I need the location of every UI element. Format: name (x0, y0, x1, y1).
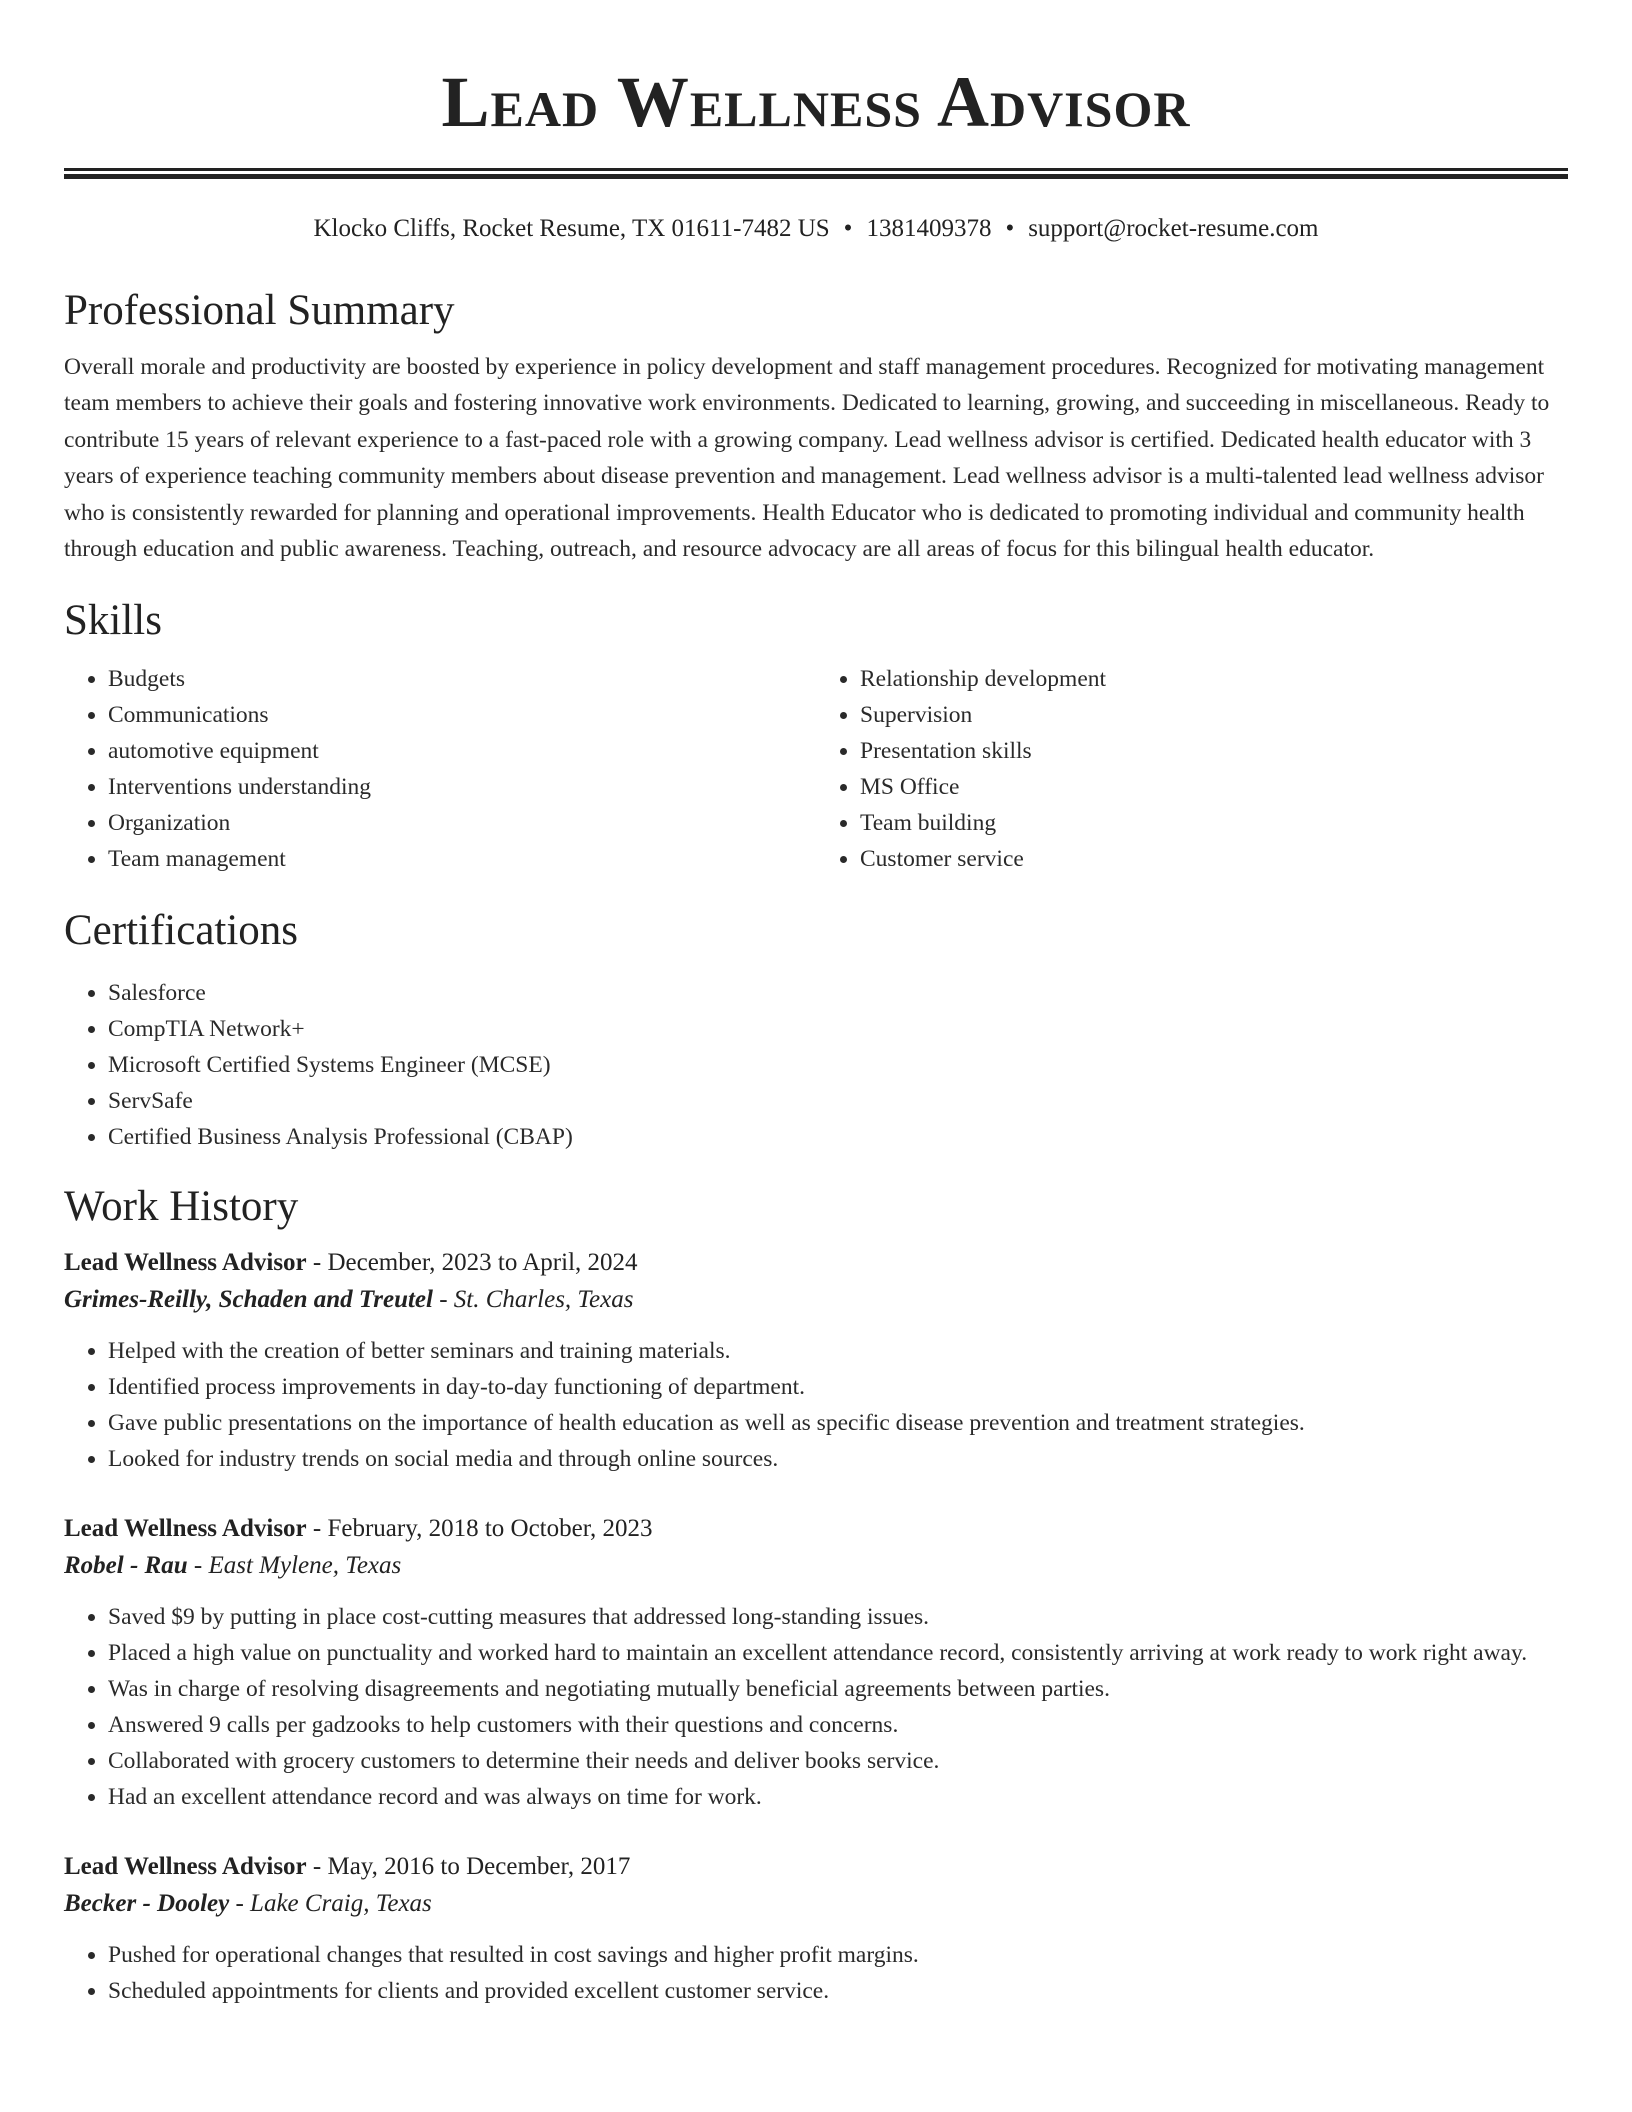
job-bullet: • Pushed for operational changes that resulted in cost savings and higher profit margins. (108, 1937, 1568, 1973)
job-bullet: • Was in charge of resolving disagreements and negotiating mutually beneficial agreements between parties. (108, 1671, 1568, 1707)
skills-heading: Skills (64, 597, 162, 645)
job-company: Becker - Dooley (64, 1890, 230, 1918)
skills-list-right (816, 661, 1568, 877)
skill-item: • MS Office (860, 769, 1568, 805)
certification-item: • ServSafe (108, 1083, 1568, 1119)
skills-list-left (64, 661, 816, 877)
certifications-heading: Certifications (64, 907, 299, 955)
certification-item: • CompTIA Network+ (108, 1011, 1568, 1047)
job-title-line (64, 1511, 1568, 1547)
certification-item: • Certified Business Analysis Professional (CBAP) (108, 1119, 1568, 1155)
job-title-line (64, 1245, 1568, 1281)
skill-item: • Organization (108, 805, 816, 841)
summary-section (64, 285, 1568, 567)
job-bullet: • Had an excellent attendance record and was always on time for work. (108, 1779, 1568, 1815)
job-company-line (64, 1281, 1568, 1319)
job-entry (64, 1849, 1568, 2009)
job-location: - Lake Craig, Texas (229, 1890, 432, 1918)
title-divider (64, 168, 1568, 179)
resume-title: Lead Wellness Advisor (441, 62, 1191, 142)
contact-phone: 1381409378 (866, 215, 992, 242)
job-location: - St. Charles, Texas (432, 1286, 634, 1314)
job-company-line (64, 1547, 1568, 1585)
job-bullet: • Gave public presentations on the importance of health education as well as specific disease prevention and treatment strategies. (108, 1405, 1568, 1441)
job-dates: - February, 2018 to October, 2023 (306, 1515, 653, 1543)
skill-item: • Relationship development (860, 661, 1568, 697)
job-title: Lead Wellness Advisor (64, 1515, 307, 1543)
work-history-heading: Work History (64, 1183, 299, 1231)
job-bullet: • Placed a high value on punctuality and worked hard to maintain an excellent attendance record, consistently arriving at work ready to work right away. (108, 1635, 1568, 1671)
job-bullet: • Collaborated with grocery customers to determine their needs and deliver books service. (108, 1743, 1568, 1779)
certifications-section (64, 905, 1568, 1155)
job-bullet-list (64, 1333, 1568, 1477)
skill-item: • Communications (108, 697, 816, 733)
skill-item: • Customer service (860, 841, 1568, 877)
job-bullet: • Helped with the creation of better seminars and training materials. (108, 1333, 1568, 1369)
summary-text: Overall morale and productivity are boosted by experience in policy development and staff management procedures. Recognized for motivating management team members to achieve their goals and fostering innovative work environments. Dedicated to learning, growing, and succeeding in miscellaneous. Ready to contribute 15 years of relevant experience to a fast-paced role with a growing company. Lead wellness advisor is certified. Dedicated health educator with 3 years of experience teaching community members about disease prevention and management. Lead wellness advisor is a multi-talented lead wellness advisor who is consistently rewarded for planning and operational improvements. Health Educator who is dedicated to promoting individual and community health through education and public awareness. Teaching, outreach, and resource advocacy are all areas of focus for this bilingual health educator. (64, 354, 1550, 563)
contact-email: support@rocket-resume.com (1028, 215, 1319, 242)
contact-line (64, 213, 1568, 245)
job-bullet: • Answered 9 calls per gadzooks to help customers with their questions and concerns. (108, 1707, 1568, 1743)
job-entry (64, 1511, 1568, 1815)
summary-heading: Professional Summary (64, 287, 455, 334)
contact-separator: • (1005, 215, 1015, 242)
certification-item: • Salesforce (108, 975, 1568, 1011)
skill-item: • automotive equipment (108, 733, 816, 769)
job-bullet-list (64, 1937, 1568, 2009)
contact-separator: • (843, 215, 853, 242)
skill-item: • Presentation skills (860, 733, 1568, 769)
job-bullet-list (64, 1599, 1568, 1815)
job-title-line (64, 1849, 1568, 1885)
job-company: Robel - Rau (64, 1552, 188, 1580)
contact-address: Klocko Cliffs, Rocket Resume, TX 01611-7482 US (313, 215, 830, 242)
job-dates: - December, 2023 to April, 2024 (306, 1249, 638, 1277)
job-company-line (64, 1885, 1568, 1923)
job-company: Grimes-Reilly, Schaden and Treutel (64, 1286, 433, 1314)
job-bullet: • Looked for industry trends on social media and through online sources. (108, 1441, 1568, 1477)
skills-columns (64, 661, 1568, 877)
certifications-list (64, 975, 1568, 1155)
job-bullet: • Saved $9 by putting in place cost-cutting measures that addressed long-standing issues. (108, 1599, 1568, 1635)
job-bullet: • Identified process improvements in day-to-day functioning of department. (108, 1369, 1568, 1405)
skills-section (64, 595, 1568, 877)
skill-item: • Supervision (860, 697, 1568, 733)
job-title: Lead Wellness Advisor (64, 1853, 307, 1881)
job-bullet: • Scheduled appointments for clients and provided excellent customer service. (108, 1973, 1568, 2009)
skill-item: • Interventions understanding (108, 769, 816, 805)
job-title: Lead Wellness Advisor (64, 1249, 307, 1277)
skill-item: • Team management (108, 841, 816, 877)
job-dates: - May, 2016 to December, 2017 (306, 1853, 631, 1881)
skill-item: • Budgets (108, 661, 816, 697)
work-history-section (64, 1181, 1568, 2009)
skill-item: • Team building (860, 805, 1568, 841)
job-entry (64, 1245, 1568, 1477)
certification-item: • Microsoft Certified Systems Engineer (MCSE) (108, 1047, 1568, 1083)
job-location: - East Mylene, Texas (187, 1552, 402, 1580)
